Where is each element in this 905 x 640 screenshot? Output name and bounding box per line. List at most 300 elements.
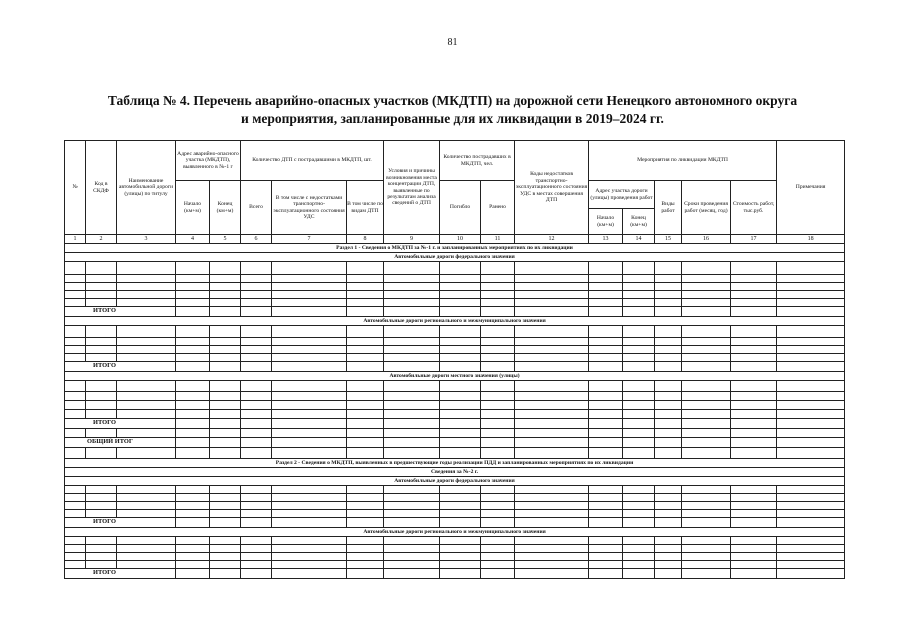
table-cell[interactable] — [682, 553, 731, 561]
table-cell[interactable] — [176, 429, 210, 438]
table-cell[interactable] — [384, 362, 440, 372]
table-cell[interactable] — [176, 502, 210, 510]
table-cell[interactable] — [65, 561, 86, 569]
table-cell[interactable] — [481, 307, 515, 317]
table-cell[interactable] — [176, 448, 210, 459]
table-cell[interactable] — [777, 537, 845, 545]
table-cell[interactable] — [117, 275, 176, 283]
table-cell[interactable] — [347, 518, 384, 528]
table-cell[interactable] — [515, 307, 589, 317]
table-cell[interactable] — [241, 502, 272, 510]
table-cell[interactable] — [117, 262, 176, 275]
table-cell[interactable] — [682, 283, 731, 291]
table-cell[interactable] — [731, 275, 777, 283]
table-cell[interactable] — [241, 545, 272, 553]
table-cell[interactable] — [623, 362, 655, 372]
table-cell[interactable] — [623, 569, 655, 579]
table-cell[interactable] — [481, 291, 515, 299]
table-cell[interactable] — [384, 283, 440, 291]
table-cell[interactable] — [440, 569, 481, 579]
table-cell[interactable] — [241, 438, 272, 448]
table-cell[interactable] — [777, 354, 845, 362]
table-cell[interactable] — [347, 486, 384, 494]
table-cell[interactable] — [623, 275, 655, 283]
table-cell[interactable] — [481, 381, 515, 392]
table-cell[interactable] — [272, 569, 347, 579]
table-cell[interactable] — [210, 537, 241, 545]
table-cell[interactable] — [682, 291, 731, 299]
table-cell[interactable] — [117, 346, 176, 354]
table-cell[interactable] — [481, 283, 515, 291]
table-cell[interactable] — [272, 410, 347, 419]
table-cell[interactable] — [515, 545, 589, 553]
table-cell[interactable] — [515, 326, 589, 338]
table-cell[interactable] — [176, 561, 210, 569]
table-cell[interactable] — [210, 553, 241, 561]
table-cell[interactable] — [481, 354, 515, 362]
table-cell[interactable] — [655, 438, 682, 448]
table-cell[interactable] — [731, 346, 777, 354]
table-cell[interactable] — [86, 291, 117, 299]
table-cell[interactable] — [86, 561, 117, 569]
table-cell[interactable] — [515, 283, 589, 291]
table-cell[interactable] — [272, 561, 347, 569]
table-cell[interactable] — [86, 448, 117, 459]
table-cell[interactable] — [272, 275, 347, 283]
table-cell[interactable] — [623, 553, 655, 561]
table-cell[interactable] — [440, 392, 481, 401]
table-cell[interactable] — [589, 561, 623, 569]
table-cell[interactable] — [241, 510, 272, 518]
table-cell[interactable] — [384, 494, 440, 502]
table-cell[interactable] — [440, 354, 481, 362]
table-cell[interactable] — [210, 307, 241, 317]
table-cell[interactable] — [623, 429, 655, 438]
table-cell[interactable] — [117, 392, 176, 401]
table-cell[interactable] — [623, 502, 655, 510]
table-cell[interactable] — [589, 537, 623, 545]
table-cell[interactable] — [176, 338, 210, 346]
table-cell[interactable] — [117, 410, 176, 419]
table-cell[interactable] — [481, 448, 515, 459]
table-cell[interactable] — [682, 537, 731, 545]
table-cell[interactable] — [347, 299, 384, 307]
table-cell[interactable] — [731, 537, 777, 545]
table-cell[interactable] — [176, 291, 210, 299]
table-cell[interactable] — [347, 262, 384, 275]
table-cell[interactable] — [176, 545, 210, 553]
table-cell[interactable] — [655, 307, 682, 317]
table-cell[interactable] — [241, 494, 272, 502]
table-cell[interactable] — [623, 486, 655, 494]
table-cell[interactable] — [272, 346, 347, 354]
table-cell[interactable] — [176, 346, 210, 354]
table-cell[interactable] — [515, 438, 589, 448]
table-cell[interactable] — [440, 553, 481, 561]
table-cell[interactable] — [384, 392, 440, 401]
table-cell[interactable] — [589, 494, 623, 502]
table-cell[interactable] — [623, 291, 655, 299]
table-cell[interactable] — [241, 381, 272, 392]
table-cell[interactable] — [777, 291, 845, 299]
table-cell[interactable] — [623, 537, 655, 545]
table-cell[interactable] — [589, 392, 623, 401]
table-cell[interactable] — [731, 410, 777, 419]
table-cell[interactable] — [623, 448, 655, 459]
table-cell[interactable] — [515, 553, 589, 561]
table-cell[interactable] — [86, 486, 117, 494]
table-cell[interactable] — [117, 326, 176, 338]
table-cell[interactable] — [481, 438, 515, 448]
table-cell[interactable] — [589, 299, 623, 307]
table-cell[interactable] — [731, 438, 777, 448]
table-cell[interactable] — [86, 410, 117, 419]
table-cell[interactable] — [440, 561, 481, 569]
table-cell[interactable] — [440, 307, 481, 317]
table-cell[interactable] — [777, 438, 845, 448]
table-cell[interactable] — [440, 419, 481, 429]
table-cell[interactable] — [589, 338, 623, 346]
table-cell[interactable] — [731, 283, 777, 291]
table-cell[interactable] — [117, 291, 176, 299]
table-cell[interactable] — [210, 561, 241, 569]
table-cell[interactable] — [682, 448, 731, 459]
table-cell[interactable] — [384, 354, 440, 362]
table-cell[interactable] — [117, 283, 176, 291]
table-cell[interactable] — [777, 362, 845, 372]
table-cell[interactable] — [655, 299, 682, 307]
table-cell[interactable] — [731, 561, 777, 569]
table-cell[interactable] — [241, 518, 272, 528]
table-cell[interactable] — [384, 419, 440, 429]
table-cell[interactable] — [589, 410, 623, 419]
table-cell[interactable] — [682, 326, 731, 338]
table-cell[interactable] — [777, 262, 845, 275]
table-cell[interactable] — [777, 307, 845, 317]
table-cell[interactable] — [481, 510, 515, 518]
table-cell[interactable] — [440, 275, 481, 283]
table-cell[interactable] — [86, 275, 117, 283]
table-cell[interactable] — [347, 307, 384, 317]
table-cell[interactable] — [623, 381, 655, 392]
table-cell[interactable] — [481, 401, 515, 410]
table-cell[interactable] — [210, 362, 241, 372]
table-cell[interactable] — [731, 545, 777, 553]
table-cell[interactable] — [682, 307, 731, 317]
table-cell[interactable] — [384, 448, 440, 459]
table-cell[interactable] — [272, 553, 347, 561]
table-cell[interactable] — [210, 448, 241, 459]
table-cell[interactable] — [241, 569, 272, 579]
table-cell[interactable] — [731, 510, 777, 518]
table-cell[interactable] — [272, 291, 347, 299]
table-cell[interactable] — [440, 429, 481, 438]
table-cell[interactable] — [731, 338, 777, 346]
table-cell[interactable] — [655, 275, 682, 283]
table-cell[interactable] — [347, 419, 384, 429]
table-cell[interactable] — [481, 537, 515, 545]
table-cell[interactable] — [655, 346, 682, 354]
table-cell[interactable] — [176, 553, 210, 561]
table-cell[interactable] — [481, 346, 515, 354]
table-cell[interactable] — [440, 326, 481, 338]
table-cell[interactable] — [347, 291, 384, 299]
table-cell[interactable] — [347, 448, 384, 459]
table-cell[interactable] — [117, 486, 176, 494]
table-cell[interactable] — [347, 494, 384, 502]
table-cell[interactable] — [655, 486, 682, 494]
table-cell[interactable] — [515, 338, 589, 346]
table-cell[interactable] — [117, 401, 176, 410]
table-cell[interactable] — [777, 518, 845, 528]
table-cell[interactable] — [117, 561, 176, 569]
table-cell[interactable] — [272, 502, 347, 510]
table-cell[interactable] — [176, 569, 210, 579]
table-cell[interactable] — [86, 338, 117, 346]
table-cell[interactable] — [384, 438, 440, 448]
table-cell[interactable] — [384, 429, 440, 438]
table-cell[interactable] — [589, 401, 623, 410]
table-cell[interactable] — [589, 354, 623, 362]
table-cell[interactable] — [65, 291, 86, 299]
table-cell[interactable] — [241, 326, 272, 338]
table-cell[interactable] — [241, 448, 272, 459]
table-cell[interactable] — [515, 494, 589, 502]
table-cell[interactable] — [515, 354, 589, 362]
table-cell[interactable] — [682, 354, 731, 362]
table-cell[interactable] — [440, 283, 481, 291]
table-cell[interactable] — [440, 438, 481, 448]
table-cell[interactable] — [589, 346, 623, 354]
table-cell[interactable] — [176, 401, 210, 410]
table-cell[interactable] — [731, 326, 777, 338]
table-cell[interactable] — [777, 346, 845, 354]
table-cell[interactable] — [272, 448, 347, 459]
table-cell[interactable] — [731, 299, 777, 307]
table-cell[interactable] — [241, 537, 272, 545]
table-cell[interactable] — [589, 569, 623, 579]
table-cell[interactable] — [65, 338, 86, 346]
table-cell[interactable] — [682, 561, 731, 569]
table-cell[interactable] — [682, 510, 731, 518]
table-cell[interactable] — [86, 510, 117, 518]
table-cell[interactable] — [623, 545, 655, 553]
table-cell[interactable] — [65, 502, 86, 510]
table-cell[interactable] — [440, 537, 481, 545]
table-cell[interactable] — [65, 299, 86, 307]
table-cell[interactable] — [384, 510, 440, 518]
table-cell[interactable] — [347, 410, 384, 419]
table-cell[interactable] — [272, 326, 347, 338]
table-cell[interactable] — [384, 291, 440, 299]
table-cell[interactable] — [589, 429, 623, 438]
table-cell[interactable] — [86, 401, 117, 410]
table-cell[interactable] — [623, 494, 655, 502]
table-cell[interactable] — [655, 392, 682, 401]
table-cell[interactable] — [623, 561, 655, 569]
table-cell[interactable] — [777, 545, 845, 553]
table-cell[interactable] — [481, 545, 515, 553]
table-cell[interactable] — [655, 354, 682, 362]
table-cell[interactable] — [272, 518, 347, 528]
table-cell[interactable] — [347, 338, 384, 346]
table-cell[interactable] — [117, 545, 176, 553]
table-cell[interactable] — [515, 561, 589, 569]
table-cell[interactable] — [241, 338, 272, 346]
table-cell[interactable] — [731, 502, 777, 510]
table-cell[interactable] — [272, 545, 347, 553]
table-cell[interactable] — [384, 410, 440, 419]
table-cell[interactable] — [347, 326, 384, 338]
table-cell[interactable] — [117, 510, 176, 518]
table-cell[interactable] — [65, 448, 86, 459]
table-cell[interactable] — [682, 346, 731, 354]
table-cell[interactable] — [86, 262, 117, 275]
table-cell[interactable] — [117, 537, 176, 545]
table-cell[interactable] — [655, 569, 682, 579]
table-cell[interactable] — [515, 401, 589, 410]
table-cell[interactable] — [241, 561, 272, 569]
table-cell[interactable] — [65, 262, 86, 275]
table-cell[interactable] — [731, 419, 777, 429]
table-cell[interactable] — [241, 419, 272, 429]
table-cell[interactable] — [589, 510, 623, 518]
table-cell[interactable] — [481, 518, 515, 528]
table-cell[interactable] — [777, 283, 845, 291]
table-cell[interactable] — [481, 502, 515, 510]
table-cell[interactable] — [440, 518, 481, 528]
table-cell[interactable] — [655, 545, 682, 553]
table-cell[interactable] — [515, 299, 589, 307]
table-cell[interactable] — [210, 354, 241, 362]
table-cell[interactable] — [241, 429, 272, 438]
table-cell[interactable] — [655, 510, 682, 518]
table-cell[interactable] — [731, 307, 777, 317]
table-cell[interactable] — [347, 438, 384, 448]
table-cell[interactable] — [384, 537, 440, 545]
table-cell[interactable] — [481, 429, 515, 438]
table-cell[interactable] — [515, 392, 589, 401]
table-cell[interactable] — [176, 362, 210, 372]
table-cell[interactable] — [682, 419, 731, 429]
table-cell[interactable] — [515, 346, 589, 354]
table-cell[interactable] — [241, 354, 272, 362]
table-cell[interactable] — [623, 346, 655, 354]
table-cell[interactable] — [272, 419, 347, 429]
table-cell[interactable] — [117, 502, 176, 510]
table-cell[interactable] — [515, 486, 589, 494]
table-cell[interactable] — [440, 410, 481, 419]
table-cell[interactable] — [86, 381, 117, 392]
table-cell[interactable] — [210, 486, 241, 494]
table-cell[interactable] — [347, 362, 384, 372]
table-cell[interactable] — [440, 401, 481, 410]
table-cell[interactable] — [589, 362, 623, 372]
table-cell[interactable] — [481, 392, 515, 401]
table-cell[interactable] — [210, 569, 241, 579]
table-cell[interactable] — [623, 510, 655, 518]
table-cell[interactable] — [623, 262, 655, 275]
table-cell[interactable] — [731, 291, 777, 299]
table-cell[interactable] — [65, 401, 86, 410]
table-cell[interactable] — [440, 448, 481, 459]
table-cell[interactable] — [86, 537, 117, 545]
table-cell[interactable] — [481, 553, 515, 561]
table-cell[interactable] — [589, 419, 623, 429]
table-cell[interactable] — [347, 429, 384, 438]
table-cell[interactable] — [176, 410, 210, 419]
table-cell[interactable] — [384, 275, 440, 283]
table-cell[interactable] — [272, 401, 347, 410]
table-cell[interactable] — [210, 401, 241, 410]
table-cell[interactable] — [210, 262, 241, 275]
table-cell[interactable] — [731, 262, 777, 275]
table-cell[interactable] — [86, 354, 117, 362]
table-cell[interactable] — [65, 275, 86, 283]
table-cell[interactable] — [731, 486, 777, 494]
table-cell[interactable] — [117, 299, 176, 307]
table-cell[interactable] — [682, 486, 731, 494]
table-cell[interactable] — [440, 494, 481, 502]
table-cell[interactable] — [440, 362, 481, 372]
table-cell[interactable] — [481, 326, 515, 338]
table-cell[interactable] — [86, 392, 117, 401]
table-cell[interactable] — [272, 354, 347, 362]
table-cell[interactable] — [176, 354, 210, 362]
table-cell[interactable] — [515, 419, 589, 429]
table-cell[interactable] — [86, 283, 117, 291]
table-cell[interactable] — [777, 419, 845, 429]
table-cell[interactable] — [682, 410, 731, 419]
table-cell[interactable] — [384, 262, 440, 275]
table-cell[interactable] — [65, 283, 86, 291]
table-cell[interactable] — [176, 262, 210, 275]
table-cell[interactable] — [682, 262, 731, 275]
table-cell[interactable] — [440, 486, 481, 494]
table-cell[interactable] — [777, 502, 845, 510]
table-cell[interactable] — [347, 553, 384, 561]
table-cell[interactable] — [384, 518, 440, 528]
table-cell[interactable] — [176, 326, 210, 338]
table-cell[interactable] — [481, 569, 515, 579]
table-cell[interactable] — [384, 299, 440, 307]
table-cell[interactable] — [777, 429, 845, 438]
table-cell[interactable] — [86, 553, 117, 561]
table-cell[interactable] — [86, 429, 117, 438]
table-cell[interactable] — [272, 381, 347, 392]
table-cell[interactable] — [682, 275, 731, 283]
table-cell[interactable] — [65, 537, 86, 545]
table-cell[interactable] — [65, 553, 86, 561]
table-cell[interactable] — [623, 438, 655, 448]
table-cell[interactable] — [272, 307, 347, 317]
table-cell[interactable] — [65, 381, 86, 392]
table-cell[interactable] — [777, 510, 845, 518]
table-cell[interactable] — [86, 494, 117, 502]
table-cell[interactable] — [515, 429, 589, 438]
table-cell[interactable] — [731, 381, 777, 392]
table-cell[interactable] — [589, 518, 623, 528]
table-cell[interactable] — [777, 392, 845, 401]
table-cell[interactable] — [682, 545, 731, 553]
table-cell[interactable] — [210, 502, 241, 510]
table-cell[interactable] — [384, 401, 440, 410]
table-cell[interactable] — [210, 326, 241, 338]
table-cell[interactable] — [655, 429, 682, 438]
table-cell[interactable] — [515, 502, 589, 510]
table-cell[interactable] — [86, 299, 117, 307]
table-cell[interactable] — [65, 494, 86, 502]
